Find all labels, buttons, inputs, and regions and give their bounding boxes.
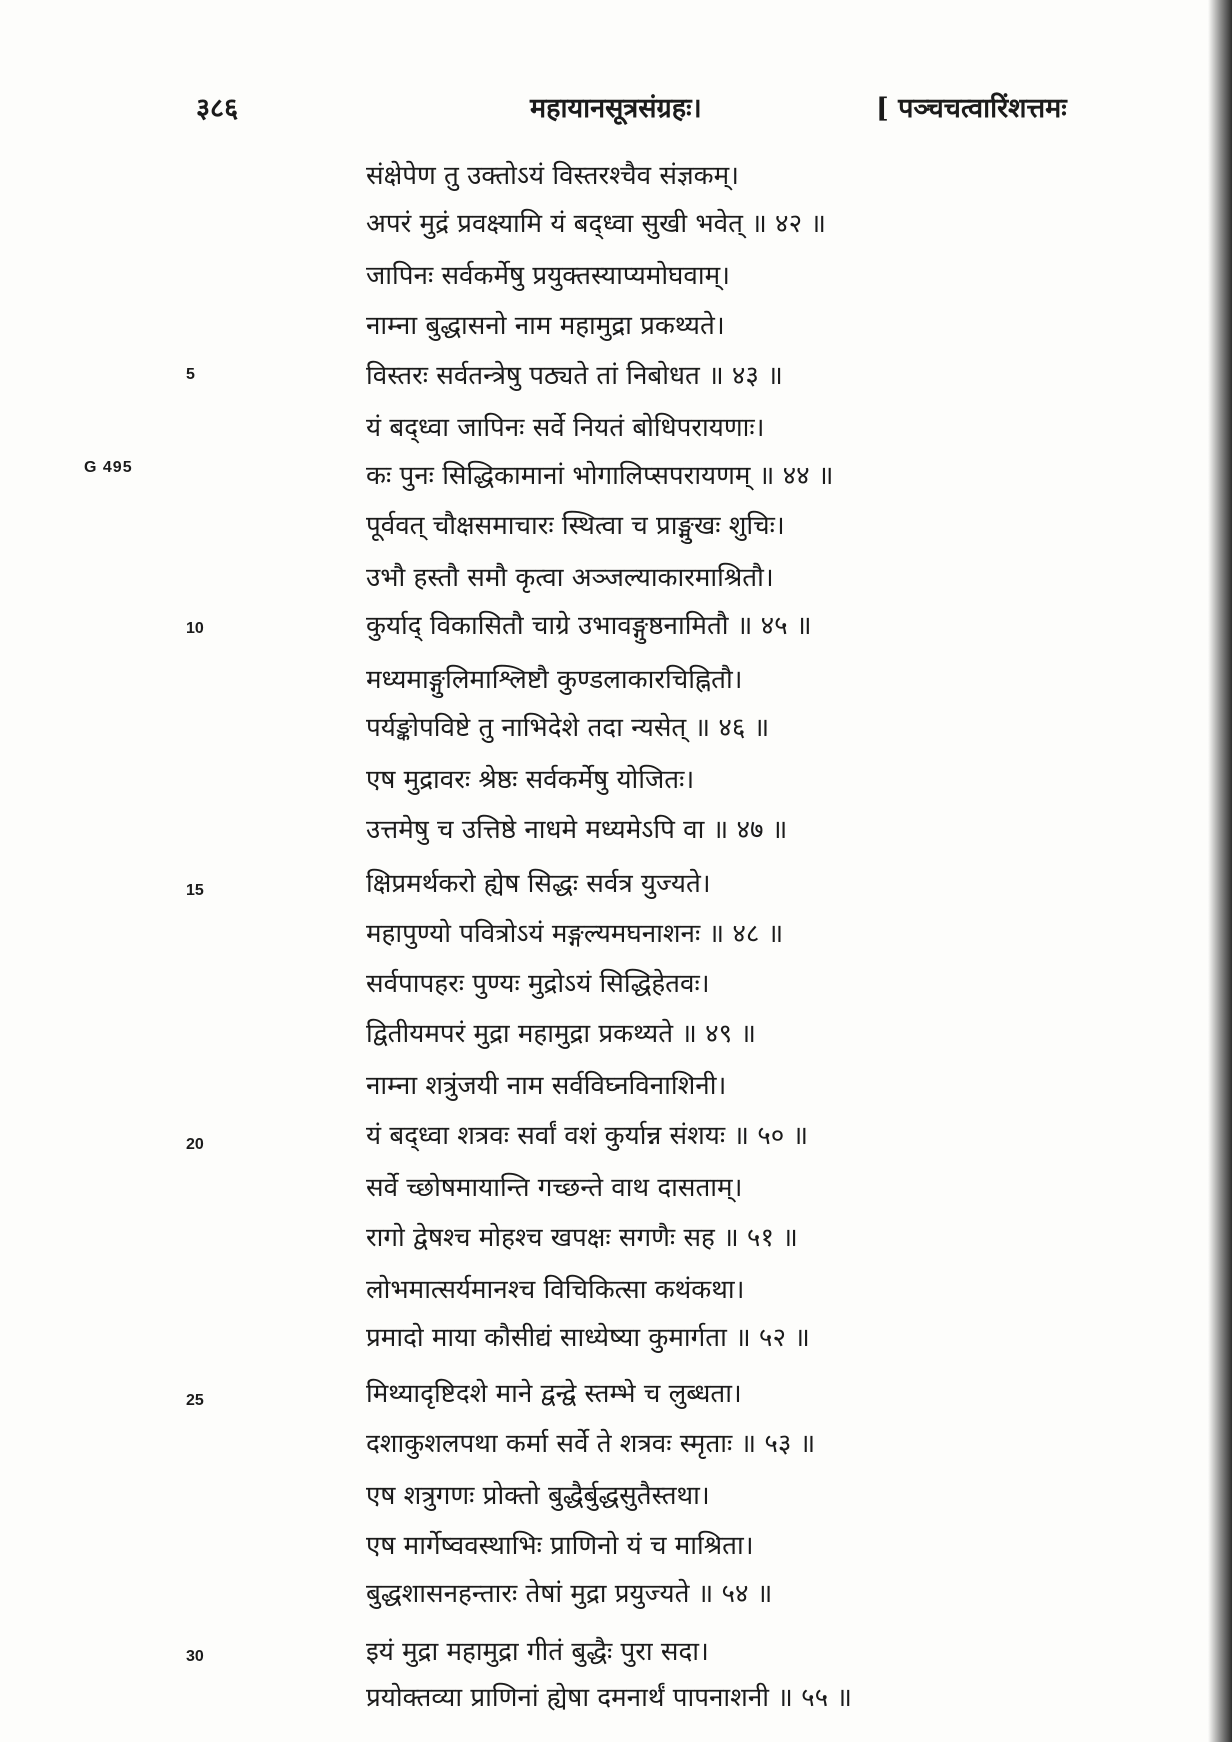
verse-line: लोभमात्सर्यमानश्च विचिकित्सा कथंकथा। [366,1275,745,1305]
verse-line: प्रयोक्तव्या प्राणिनां ह्येषा दमनार्थं पापनाशनी ॥ ५५ ॥ [366,1683,852,1713]
verse-line: सर्वपापहरः पुण्यः मुद्रोऽयं सिद्धिहेतवः। [366,969,710,999]
verse-line: यं बद्ध्वा जापिनः सर्वे नियतं बोधिपरायणाः। [366,413,765,443]
verse-line: उत्तमेषु च उत्तिष्ठे नाधमे मध्यमेऽपि वा ॥ ४७ ॥ [366,815,788,845]
verse-line: यं बद्ध्वा शत्रवः सर्वां वशं कुर्यान्न संशयः ॥ ५० ॥ [366,1121,809,1151]
verse-line: सर्वे च्छोषमायान्ति गच्छन्ते वाथ दासताम्। [366,1173,743,1203]
verse-line: नाम्ना बुद्धासनो नाम महामुद्रा प्रकथ्यते। [366,311,725,341]
verse-line: संक्षेपेण तु उक्तोऽयं विस्तरश्चैव संज्ञकम्। [366,161,740,191]
page-header [0,88,1232,128]
running-title: महायानसूत्रसंग्रहः। [530,93,702,124]
verse-line: पर्यङ्कोपविष्टे तु नाभिदेशे तदा न्यसेत् ॥ ४६ ॥ [366,713,770,743]
line-number: 15 [186,882,204,899]
verse-line: इयं मुद्रा महामुद्रा गीतं बुद्धैः पुरा सदा। [366,1637,709,1667]
verse-line: बुद्धशासनहन्तारः तेषां मुद्रा प्रयुज्यते ॥ ५४ ॥ [366,1579,773,1609]
verse-line: जापिनः सर्वकर्मेषु प्रयुक्तस्याप्यमोघवाम्। [366,261,731,291]
verse-line: कुर्याद् विकासितौ चाग्रे उभावङ्गुष्ठनामितौ ॥ ४५ ॥ [366,611,812,641]
verse-line: उभौ हस्तौ समौ कृत्वा अञ्जल्याकारमाश्रितौ। [366,563,774,593]
line-number: 10 [186,620,204,637]
verse-line: एष मार्गेष्ववस्थाभिः प्राणिनो यं च माश्रिता। [366,1531,754,1561]
verse-line: अपरं मुद्रं प्रवक्ष्यामि यं बद्ध्वा सुखी भवेत् ॥ ४२ ॥ [366,209,826,239]
verse-line: महापुण्यो पवित्रोऽयं मङ्गल्यमघनाशनः ॥ ४८ ॥ [366,919,784,949]
verse-line: दशाकुशलपथा कर्मा सर्वे ते शत्रवः स्मृताः ॥ ५३ ॥ [366,1429,816,1459]
verse-line: विस्तरः सर्वतन्त्रेषु पठ्यते तां निबोधत ॥ ४३ ॥ [366,361,783,391]
line-number: 25 [186,1392,204,1409]
verse-line: प्रमादो माया कौसीद्यं साध्येष्या कुमार्गता ॥ ५२ ॥ [366,1323,810,1353]
verse-line: कः पुनः सिद्धिकामानां भोगालिप्सपरायणम् ॥ ४४ ॥ [366,461,834,491]
verse-line: पूर्ववत् चौक्षसमाचारः स्थित्वा च प्राङ्मुखः शुचिः। [366,511,785,541]
verse-line: एष शत्रुगणः प्रोक्तो बुद्धैर्बुद्धसुतैस्तथा। [366,1481,710,1511]
verse-line: नाम्ना शत्रुंजयी नाम सर्वविघ्नविनाशिनी। [366,1071,727,1101]
verse-line: मध्यमाङ्गुलिमाश्लिष्टौ कुण्डलाकारचिह्नितौ। [366,665,743,695]
verse-line: रागो द्वेषश्च मोहश्च खपक्षः सगणैः सह ॥ ५१ ॥ [366,1223,798,1253]
chapter-heading: [ पञ्चचत्वारिंशत्तमः [876,93,1067,124]
verse-line: क्षिप्रमर्थकरो ह्येष सिद्धः सर्वत्र युज्यते। [366,869,711,899]
line-number: 30 [186,1648,204,1665]
line-number: 5 [186,366,195,383]
side-reference: G 495 [84,459,133,476]
binding-edge [1208,0,1232,1742]
line-number: 20 [186,1136,204,1153]
page-number: ३८६ [196,93,239,124]
verse-line: द्वितीयमपरं मुद्रा महामुद्रा प्रकथ्यते ॥ ४९ ॥ [366,1019,757,1049]
verse-line: मिथ्यादृष्टिदशे माने द्वन्द्वे स्तम्भे च लुब्धता। [366,1379,742,1409]
verse-line: एष मुद्रावरः श्रेष्ठः सर्वकर्मेषु योजितः। [366,765,695,795]
